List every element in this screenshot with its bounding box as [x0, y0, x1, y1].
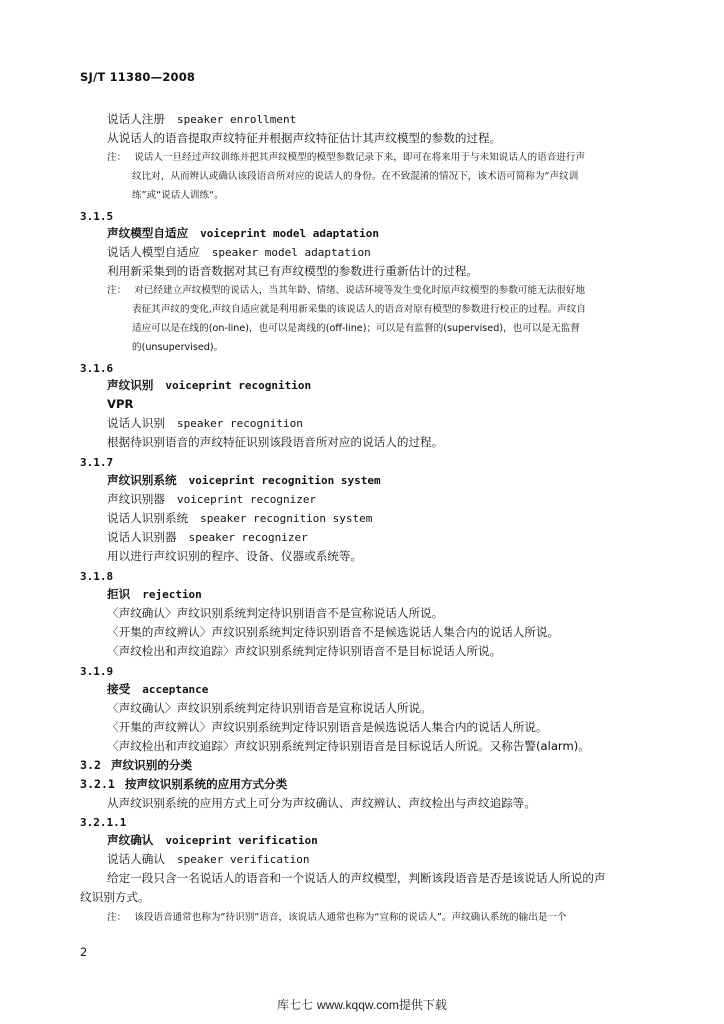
definition: 〈开集的声纹辨认〉声纹识别系统判定待识别语音不是候选说话人集合内的说话人所说。 — [107, 625, 560, 639]
term-zh: 声纹确认 — [107, 833, 154, 847]
synonym-zh: 声纹识别器 — [107, 492, 165, 506]
synonym-zh: 说话人确认 — [107, 852, 165, 866]
term-entry — [107, 226, 379, 241]
standard-id-header: SJ/T 11380—2008 — [80, 70, 196, 84]
synonym-en: voiceprint recognizer — [176, 493, 317, 506]
section-title: 声纹识别的分类 — [110, 758, 193, 772]
synonym-entry — [107, 530, 308, 545]
note-label: 注： — [107, 152, 127, 163]
term-zh: 声纹模型自适应 — [107, 226, 189, 240]
synonym-zh: 说话人模型自适应 — [107, 245, 200, 259]
note-line: 表征其声纹的变化,声纹自适应就是利用新采集的该说话人的语音对原有模型的参数进行校正的过程。声纹自 — [132, 304, 586, 315]
term-en: voiceprint verification — [165, 834, 318, 847]
definition: 用以进行声纹识别的程序、设备、仪器或系统等。 — [107, 549, 363, 563]
note-text: 该段语音通常也称为“待识别”语音，该说话人通常也称为“宣称的说话人”。声纹确认系统的输出是一个 — [134, 912, 567, 923]
synonym-zh: 说话人识别系统 — [107, 511, 189, 525]
section-number: 3.2.1 — [80, 777, 115, 791]
definition: 〈开集的声纹辨认〉声纹识别系统判定待识别语音是候选说话人集合内的说话人所说。 — [107, 720, 548, 734]
footer-download-text: 提供下载 — [398, 998, 447, 1012]
term-entry — [107, 473, 381, 488]
synonym-en: speaker recognizer — [188, 531, 308, 544]
section-number: 3.1.8 — [80, 570, 114, 583]
section-title: 按声纹识别系统的应用方式分类 — [124, 777, 288, 791]
synonym-entry — [107, 492, 316, 507]
note-line: 的(unsupervised)。 — [132, 342, 224, 353]
definition: 根据待识别语音的声纹特征识别该段语音所对应的说话人的过程。 — [107, 435, 444, 449]
footer-site-name: 库七七 — [277, 998, 314, 1012]
note-line: 纹比对，从而辨认或确认该段语音所对应的说话人的身份。在不致混淆的情况下，该术语可简称为“声纹训 — [132, 171, 579, 182]
section-number: 3.2 — [80, 758, 101, 772]
term-en: rejection — [142, 588, 202, 601]
term-entry — [107, 682, 208, 697]
note-line — [107, 285, 585, 297]
term-entry — [107, 587, 202, 602]
download-footer — [0, 996, 724, 1013]
definition: 纹识别方式。 — [80, 890, 150, 904]
definition: 从说话人的语音提取声纹特征并根据声纹特征估计其声纹模型的参数的过程。 — [107, 131, 502, 145]
footer-url-link[interactable]: www.kqqw.com — [316, 998, 399, 1012]
term-en: voiceprint model adaptation — [200, 227, 379, 240]
section-number: 3.2.1.1 — [80, 816, 127, 829]
note-label: 注： — [107, 285, 127, 296]
note-line — [107, 152, 585, 164]
synonym-zh: 说话人识别 — [107, 416, 165, 430]
synonym-en: speaker verification — [176, 853, 310, 866]
synonym-entry — [107, 416, 303, 431]
synonym-entry — [107, 852, 309, 867]
term-zh: 声纹识别系统 — [107, 473, 177, 487]
term-entry — [107, 112, 296, 127]
synonym-entry — [107, 245, 371, 260]
note-label: 注： — [107, 912, 127, 923]
definition: 给定一段只含一名说话人的语音和一个说话人的声纹模型，判断该段语音是否是该说话人所说的声 — [107, 871, 606, 885]
definition: 〈声纹确认〉声纹识别系统判定待识别语音不是宣称说话人所说。 — [107, 606, 444, 620]
note-text: 对已经建立声纹模型的说话人，当其年龄、情绪、说话环境等发生变化时原声纹模型的参数可能无法很好地 — [134, 285, 586, 296]
definition: 从声纹识别系统的应用方式上可分为声纹确认、声纹辨认、声纹检出与声纹追踪等。 — [107, 796, 536, 810]
section-number: 3.1.6 — [80, 362, 114, 375]
subsection-heading — [80, 777, 287, 791]
term-zh: 拒识 — [107, 587, 131, 601]
synonym-en: speaker model adaptation — [211, 246, 371, 259]
section-heading — [80, 758, 192, 772]
section-number: 3.1.9 — [80, 665, 114, 678]
definition: 利用新采集到的语音数据对其已有声纹模型的参数进行重新估计的过程。 — [107, 264, 479, 278]
synonym-en: speaker recognition system — [200, 512, 373, 525]
abbreviation: VPR — [107, 397, 134, 411]
synonym-zh: 说话人识别器 — [107, 530, 177, 544]
term-en: voiceprint recognition system — [188, 474, 381, 487]
synonym-entry — [107, 511, 372, 526]
note-line — [107, 912, 567, 924]
term-entry — [107, 833, 318, 848]
term-en: acceptance — [142, 683, 209, 696]
definition: 〈声纹检出和声纹追踪〉声纹识别系统判定待识别语音不是目标说话人所说。 — [107, 644, 502, 658]
term-en: voiceprint recognition — [165, 379, 312, 392]
note-line: 练”或“说话人训练“。 — [132, 190, 224, 201]
term-zh: 接受 — [107, 682, 131, 696]
term-entry — [107, 378, 311, 393]
term-en: speaker enrollment — [176, 113, 297, 126]
note-line: 适应可以是在线的(on-line)，也可以是离线的(off-line)；可以是有监督的(supervised)，也可以是无监督 — [132, 323, 580, 334]
section-number: 3.1.7 — [80, 456, 114, 469]
definition: 〈声纹检出和声纹追踪〉声纹识别系统判定待识别语音是目标说话人所说。又称告警(alarm)。 — [107, 739, 590, 753]
section-number: 3.1.5 — [80, 210, 114, 223]
page-number: 2 — [80, 945, 88, 959]
term-zh: 说话人注册 — [107, 112, 165, 126]
definition: 〈声纹确认〉声纹识别系统判定待识别语音是宣称说话人所说。 — [107, 701, 432, 715]
term-zh: 声纹识别 — [107, 378, 154, 392]
synonym-en: speaker recognition — [176, 417, 303, 430]
note-text: 说话人一旦经过声纹训练并把其声纹模型的模型参数记录下来，即可在将来用于与未知说话人的语音进行声 — [134, 152, 586, 163]
